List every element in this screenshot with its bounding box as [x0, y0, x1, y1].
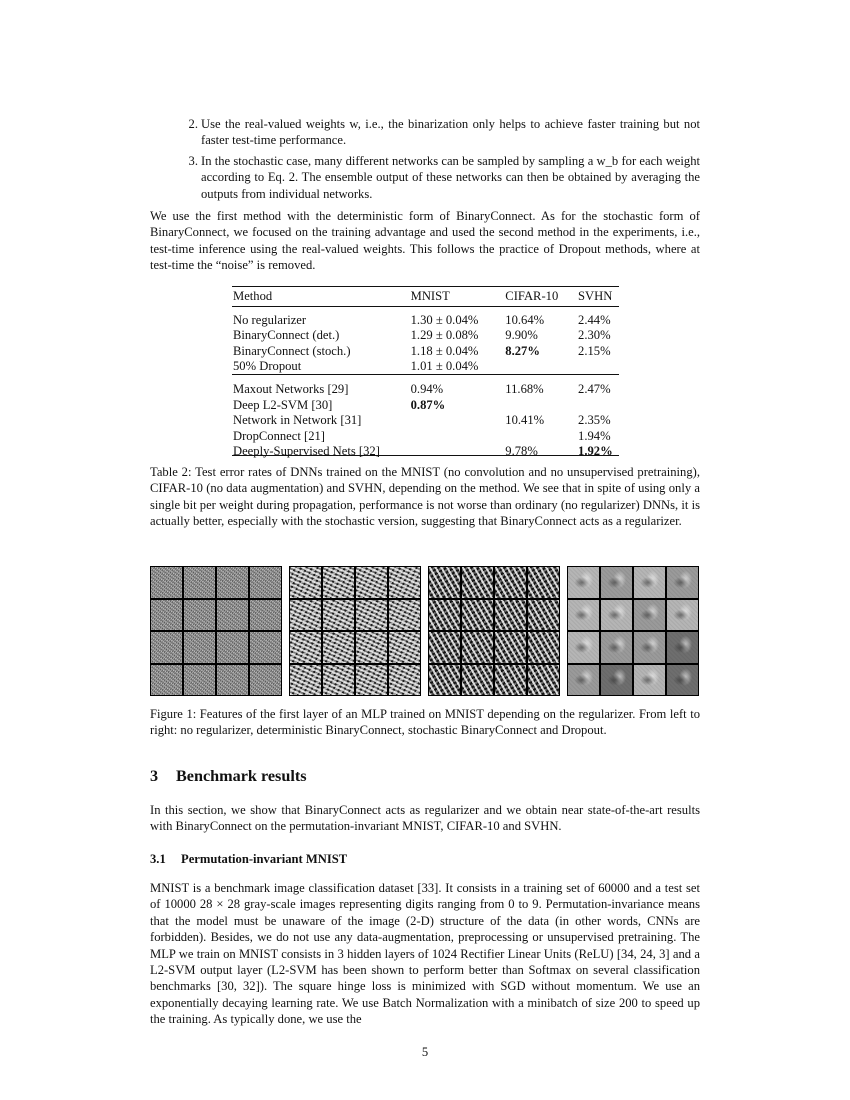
- cell-method: Network in Network [31]: [233, 413, 362, 428]
- list-item: [180, 153, 700, 202]
- cell-cifar10: 9.90%: [505, 328, 538, 343]
- cell-svhn: 2.44%: [578, 312, 611, 327]
- cell-cifar10: 11.68%: [505, 381, 544, 396]
- cell-mnist: 1.29 ± 0.08%: [410, 328, 479, 343]
- figure-caption: Figure 1: Features of the first layer of an MLP trained on MNIST depending on the regularizer. From left to right: no regularizer, deterministic BinaryConnect, stochastic BinaryConnect and Dropout.: [150, 707, 700, 738]
- cell-mnist: 1.01 ± 0.04%: [410, 359, 479, 374]
- header-method: Method: [233, 289, 273, 303]
- cell-svhn: 2.15%: [578, 343, 611, 358]
- table-row: [232, 328, 619, 344]
- cell-method: DropConnect [21]: [233, 428, 325, 443]
- page-number: 5: [421, 1045, 429, 1059]
- cell-svhn: 2.30%: [578, 328, 611, 343]
- cell-cifar10: 10.41%: [505, 413, 545, 428]
- cell-svhn: 2.35%: [578, 413, 611, 428]
- cell-svhn-best: 1.92%: [578, 444, 613, 459]
- cell-cifar10: 10.64%: [505, 312, 545, 327]
- cell-method: No regularizer: [233, 312, 307, 327]
- cell-cifar10: [505, 398, 578, 414]
- subsection-title: Permutation-invariant MNIST: [181, 852, 348, 866]
- table-row: [232, 359, 619, 375]
- table-row: [232, 313, 619, 329]
- list-number: 3.: [188, 154, 198, 168]
- cell-svhn: [578, 398, 619, 414]
- cell-method: BinaryConnect (stoch.): [233, 343, 351, 358]
- table-row: [232, 382, 619, 398]
- paragraph-method: We use the first method with the deterministic form of BinaryConnect. As for the stochastic form of BinaryConnect, we focused on the training advantage and used the second method in the experiments, i.e., test-time inference using the real-valued weights. This follows the practice of Dropout methods, where at test-time the “noise” is removed.: [150, 209, 700, 273]
- table-row: [232, 413, 619, 429]
- cell-cifar10: 9.78%: [505, 444, 538, 459]
- table-row: [232, 444, 619, 460]
- subsection-heading: [150, 851, 347, 867]
- table-header-row: [232, 287, 619, 308]
- results-table: [232, 287, 619, 460]
- list-item: [180, 116, 700, 149]
- header-svhn: SVHN: [578, 289, 613, 303]
- cell-mnist: 1.18 ± 0.04%: [410, 343, 479, 358]
- cell-svhn: 2.47%: [578, 381, 611, 396]
- table-row: [232, 398, 619, 414]
- header-cifar10: CIFAR-10: [505, 289, 559, 303]
- cell-method: Deeply-Supervised Nets [32]: [233, 444, 380, 459]
- cell-cifar10-best: 8.27%: [505, 343, 540, 358]
- feature-grid-dropout: [567, 566, 699, 696]
- cell-mnist: [411, 444, 506, 460]
- table-row: [232, 429, 619, 445]
- cell-method: BinaryConnect (det.): [233, 328, 340, 343]
- feature-grid-no-regularizer: [150, 566, 282, 696]
- feature-grid-deterministic-binaryconnect: [289, 566, 421, 696]
- section-title: Benchmark results: [176, 767, 307, 785]
- cell-mnist-best: 0.87%: [410, 397, 446, 412]
- cell-mnist: [411, 429, 506, 445]
- section-intro: In this section, we show that BinaryConnect acts as regularizer and we obtain near state-of-the-art results with BinaryConnect on the permutation-invariant MNIST, CIFAR-10 and SVHN.: [150, 803, 700, 834]
- cell-method: Maxout Networks [29]: [233, 381, 349, 396]
- cell-svhn: 1.94%: [578, 428, 611, 443]
- cell-cifar10: [505, 359, 578, 375]
- section-number: 3: [150, 767, 159, 785]
- list-text: Use the real-valued weights w, i.e., the binarization only helps to achieve faster training but not faster test-time performance.: [201, 117, 700, 148]
- cell-mnist: 1.30 ± 0.04%: [410, 312, 479, 327]
- cell-method: 50% Dropout: [233, 359, 302, 374]
- cell-mnist: [411, 413, 506, 429]
- table-row: [232, 344, 619, 360]
- cell-method: Deep L2-SVM [30]: [233, 397, 333, 412]
- subsection-number: 3.1: [150, 852, 166, 866]
- section-heading: [150, 766, 307, 786]
- cell-cifar10: [505, 429, 578, 445]
- cell-svhn: [578, 359, 619, 375]
- feature-grid-stochastic-binaryconnect: [428, 566, 560, 696]
- mnist-paragraph: MNIST is a benchmark image classification dataset [33]. It consists in a training set of 60000 and a test set of 10000 28 × 28 gray-scale images representing digits ranging from 0 to 9. Permutation-invariance means that the model must be unaware of the image (2-D) structure of the data (in other words, CNNs are forbidden). Besides, we do not use any data-augmentation, preprocessing or unsupervised pretraining. The MLP we train on MNIST consists in 3 hidden layers of 1024 Rectifier Linear Units (ReLU) [34, 24, 3] and a L2-SVM output layer (L2-SVM has been shown to perform better than Softmax on several classification benchmarks [30, 32]). The square hinge loss is minimized with SGD without momentum. We use an exponentially decaying learning rate. We use Batch Normalization with a minibatch of size 200 to speed up the training. As typically done, we use the: [150, 881, 700, 1027]
- header-mnist: MNIST: [410, 289, 450, 303]
- cell-mnist: 0.94%: [410, 381, 444, 396]
- list-number: 2.: [188, 117, 198, 131]
- table-caption: Table 2: Test error rates of DNNs trained on the MNIST (no convolution and no unsupervised pretraining), CIFAR-10 (no data augmentation) and SVHN, depending on the method. We see that in spite of using only a single bit per weight during propagation, performance is not worse than ordinary (no regularizer) DNNs, it is actually better, especially with the stochastic version, suggesting that BinaryConnect acts as a regularizer.: [150, 465, 700, 529]
- list-text: In the stochastic case, many different networks can be sampled by sampling a w_b for each weight according to Eq. 2. The ensemble output of these networks can then be obtained by averaging the outputs from individual networks.: [201, 154, 700, 201]
